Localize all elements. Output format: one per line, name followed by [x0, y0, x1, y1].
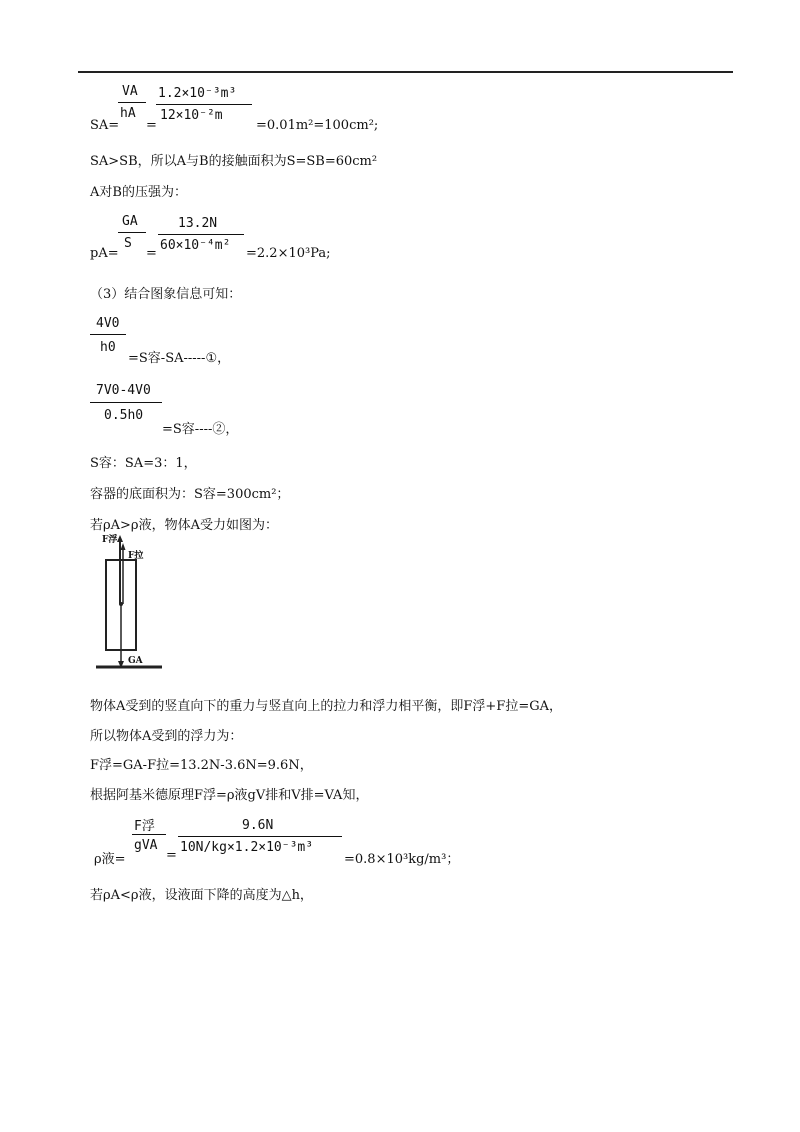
label-g: GA: [128, 656, 143, 666]
compare-line: SA>SB，所以A与B的接触面积为S=SB=60cm²: [90, 154, 378, 169]
frac6-den: 0.5h0: [104, 408, 144, 423]
buoy-calc: F浮=GA-F拉=13.2N-3.6N=9.6N，: [90, 758, 313, 773]
area-line: 容器的底面积为：S容=300cm²；: [90, 487, 290, 502]
frac7-den: gVA: [134, 838, 158, 853]
formula3-rest: =S容-SA-----①，: [128, 351, 231, 366]
frac2-bar: [156, 104, 252, 105]
formula1-eq: =: [146, 118, 157, 133]
balance-line: 物体A受到的竖直向下的重力与竖直向上的拉力和浮力相平衡，即F浮+F拉=GA，: [90, 699, 562, 714]
label-f-float: F浮: [102, 535, 118, 545]
frac4-num: 13.2N: [178, 216, 218, 231]
frac4-bar: [158, 234, 244, 235]
formula1-lhs: SA=: [90, 118, 120, 133]
frac8-den: 10N/kg×1.2×10⁻³m³: [180, 840, 314, 855]
frac7-num: F浮: [134, 819, 155, 834]
formula5-eq: =: [166, 848, 177, 863]
frac1-num: VA: [122, 84, 138, 99]
frac5-num: 4V0: [96, 316, 120, 331]
frac7-bar: [132, 834, 166, 835]
frac3-den: S: [124, 236, 132, 251]
center-point: [119, 602, 123, 606]
part3-line: （3）结合图象信息可知：: [90, 287, 242, 302]
archimedes-line: 根据阿基米德原理F浮=ρ液gV排和V排=VA知，: [90, 788, 369, 803]
formula4-rest: =S容----②，: [162, 422, 239, 437]
frac2-den: 12×10⁻²m: [160, 108, 223, 123]
frac3-bar: [118, 232, 146, 233]
force-diagram: [96, 532, 166, 674]
frac8-bar: [178, 836, 342, 837]
frac4-den: 60×10⁻⁴m²: [160, 238, 231, 253]
frac3-num: GA: [122, 214, 138, 229]
frac5-bar: [90, 334, 126, 335]
formula1-result: =0.01m²=100cm²;: [256, 118, 379, 133]
ratio-line: S容：SA=3：1，: [90, 456, 197, 471]
pressure-title: A对B的压强为：: [90, 185, 187, 200]
frac1-bar: [118, 102, 146, 103]
arrow-f-float-head: [117, 535, 123, 542]
header-rule: [78, 71, 733, 73]
frac8-num: 9.6N: [242, 818, 274, 833]
formula2-lhs: pA=: [90, 246, 119, 261]
if1-line: 若ρA>ρ液，物体A受力如图为：: [90, 518, 278, 533]
frac2-num: 1.2×10⁻³m³: [158, 86, 237, 101]
frac6-bar: [90, 402, 162, 403]
formula2-result: =2.2×10³Pa;: [246, 246, 331, 261]
frac1-den: hA: [120, 106, 136, 121]
formula5-lhs: ρ液=: [94, 852, 126, 867]
formula2-eq: =: [146, 246, 157, 261]
frac5-den: h0: [100, 340, 116, 355]
buoy-title: 所以物体A受到的浮力为：: [90, 729, 243, 744]
arrow-f-pull-head: [121, 543, 126, 550]
label-f-pull: F拉: [128, 551, 144, 561]
formula5-result: =0.8×10³kg/m³；: [344, 852, 460, 867]
if2-line: 若ρA<ρ液，设液面下降的高度为△h，: [90, 888, 313, 903]
frac6-num: 7V0-4V0: [96, 383, 151, 398]
